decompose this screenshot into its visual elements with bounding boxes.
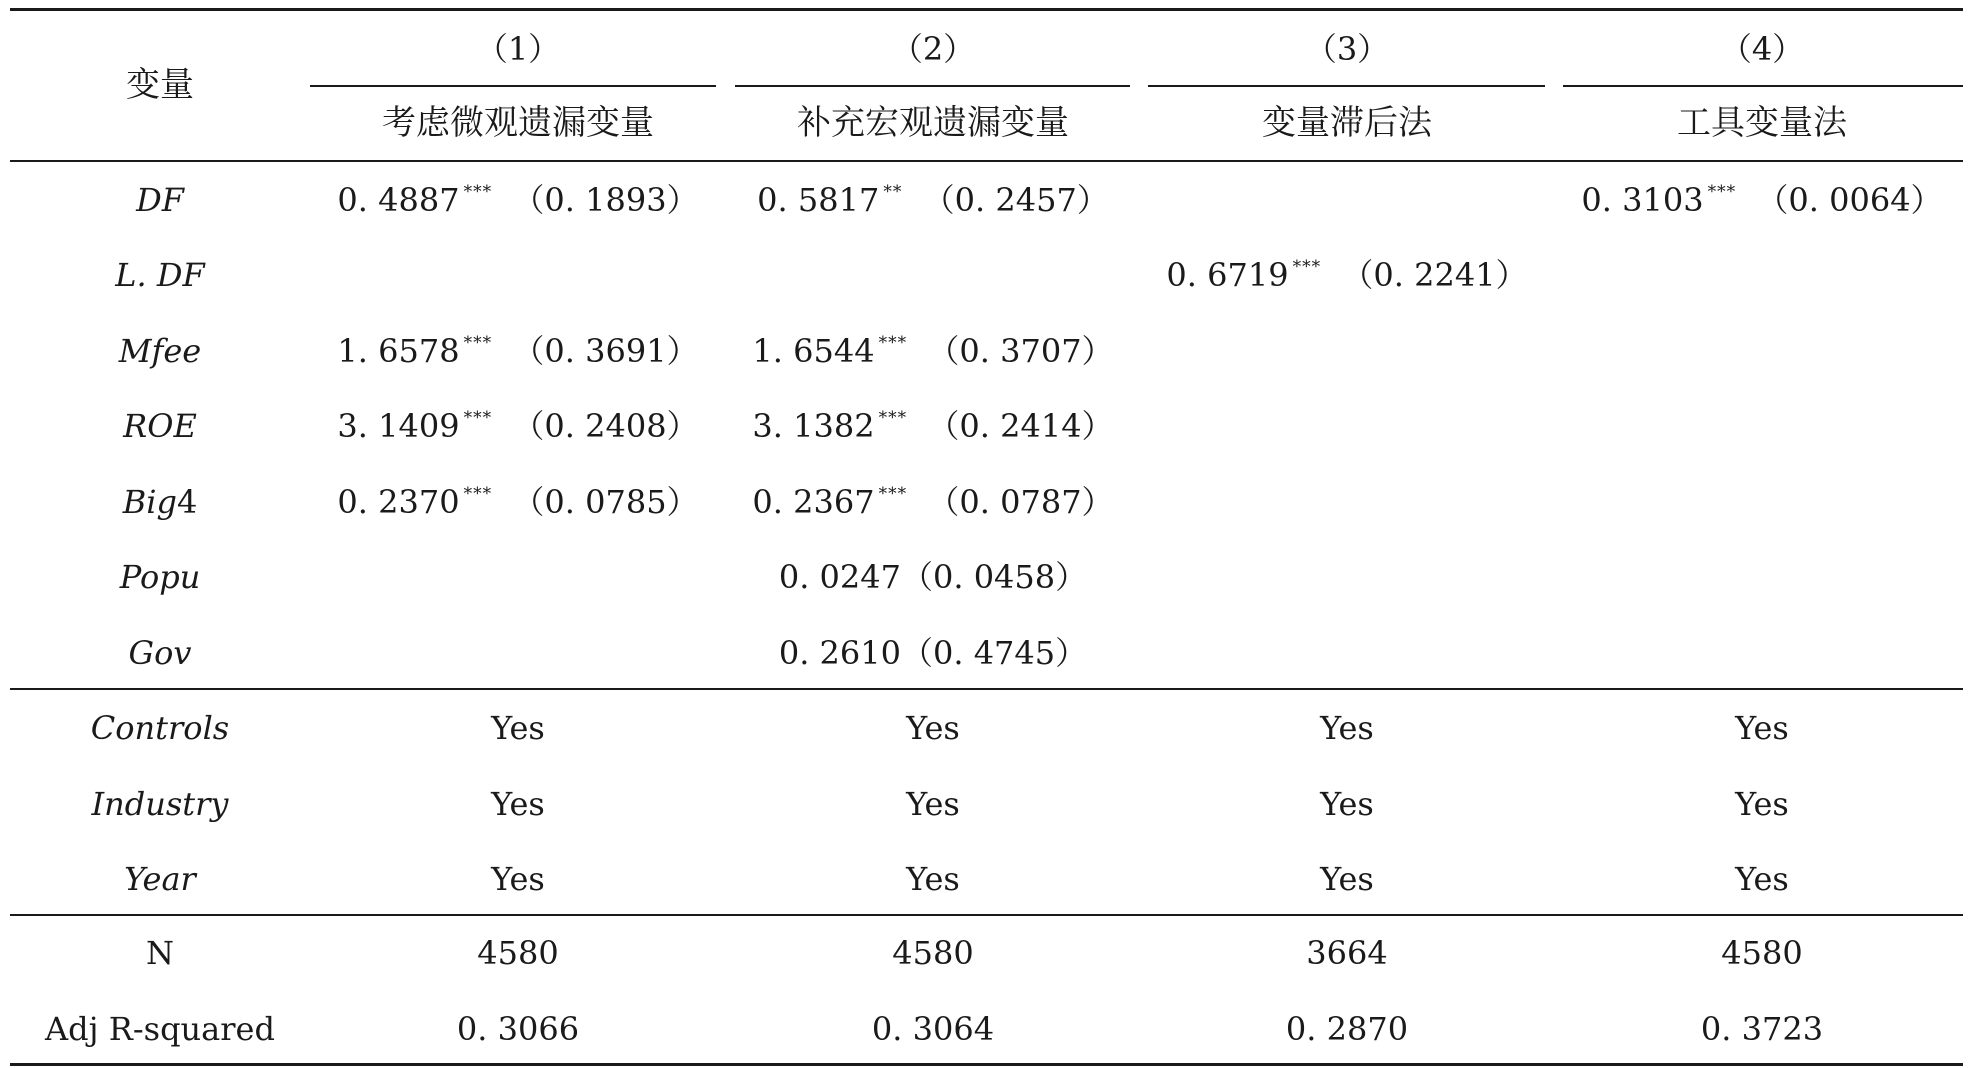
- row-label-popu: Popu: [119, 558, 201, 596]
- coef-value: 0. 3103: [1581, 181, 1704, 219]
- controls-cell-2: Yes: [906, 709, 960, 747]
- col-number-3: （3）: [1304, 30, 1390, 68]
- controls-cell-4: Yes: [1735, 709, 1789, 747]
- coef-value: 3. 1409: [337, 407, 460, 445]
- coef-cell-big4-1: [337, 482, 698, 528]
- coef-value: 0. 4887: [337, 181, 460, 219]
- std-error: （0. 4745）: [900, 634, 1088, 672]
- controls-cell-3: Yes: [1320, 709, 1374, 747]
- row-label-l-df: L. DF: [115, 256, 205, 294]
- col-title-2: 补充宏观遗漏变量: [797, 103, 1069, 143]
- row-label-controls: Controls: [90, 709, 230, 747]
- coef-cell-l-df-3: [1166, 255, 1527, 301]
- coef-value: 1. 6578: [337, 332, 460, 370]
- header-subrule-1: [310, 85, 716, 87]
- col-title-1: 考虑微观遗漏变量: [382, 103, 654, 143]
- std-error: （0. 0458）: [900, 558, 1088, 596]
- industry-cell-4: Yes: [1735, 785, 1789, 823]
- header-bottom-rule: [10, 160, 1963, 162]
- significance-stars: **: [883, 182, 903, 202]
- year-cell-1: Yes: [491, 860, 545, 898]
- std-error: （0. 2241）: [1341, 256, 1528, 294]
- controls-cell-1: Yes: [491, 709, 545, 747]
- significance-stars: ***: [878, 408, 908, 428]
- std-error: （0. 0785）: [512, 483, 699, 521]
- n-cell-3: 3664: [1306, 934, 1388, 972]
- controls-bottom-rule: [10, 914, 1963, 916]
- coefficients-bottom-rule: [10, 688, 1963, 690]
- std-error: （0. 1893）: [512, 181, 699, 219]
- industry-cell-3: Yes: [1320, 785, 1374, 823]
- n-cell-1: 4580: [477, 934, 559, 972]
- coef-value: 0. 0247: [778, 558, 901, 596]
- adj-r2-cell-3: 0. 2870: [1285, 1010, 1409, 1048]
- row-label-big4-italic: Big: [122, 483, 177, 521]
- row-label-gov: Gov: [128, 634, 192, 672]
- std-error: （0. 2457）: [922, 181, 1109, 219]
- col-number-1: （1）: [475, 30, 561, 68]
- coef-cell-mfee-1: [337, 331, 698, 377]
- coef-value: 0. 5817: [757, 181, 880, 219]
- coef-cell-gov-2: [779, 633, 1087, 673]
- table-top-rule: [10, 8, 1963, 11]
- row-label-roe: ROE: [123, 407, 197, 445]
- coef-value: 0. 2367: [752, 483, 875, 521]
- year-cell-4: Yes: [1735, 860, 1789, 898]
- coef-value: 0. 2370: [337, 483, 460, 521]
- adj-r2-cell-1: 0. 3066: [456, 1010, 580, 1048]
- year-cell-3: Yes: [1320, 860, 1374, 898]
- std-error: （0. 0064）: [1756, 181, 1943, 219]
- row-label-adj-r-squared: Adj R-squared: [45, 1010, 275, 1048]
- row-label-big4: [123, 482, 198, 522]
- significance-stars: ***: [1292, 257, 1322, 277]
- adj-r2-cell-2: 0. 3064: [871, 1010, 995, 1048]
- coef-value: 1. 6544: [752, 332, 875, 370]
- row-label-industry: Industry: [91, 785, 229, 823]
- adj-r2-cell-4: 0. 3723: [1700, 1010, 1824, 1048]
- header-subrule-3: [1148, 85, 1545, 87]
- col-title-3: 变量滞后法: [1262, 103, 1432, 143]
- significance-stars: ***: [463, 408, 493, 428]
- coef-cell-roe-1: [337, 406, 698, 452]
- year-cell-2: Yes: [906, 860, 960, 898]
- coef-cell-df-2: [757, 180, 1109, 226]
- std-error: （0. 0787）: [927, 483, 1114, 521]
- col-number-4: （4）: [1719, 30, 1805, 68]
- industry-cell-2: Yes: [906, 785, 960, 823]
- significance-stars: ***: [463, 333, 493, 353]
- std-error: （0. 2414）: [927, 407, 1114, 445]
- table-bottom-rule: [10, 1063, 1963, 1066]
- coef-cell-big4-2: [752, 482, 1113, 528]
- significance-stars: ***: [463, 484, 493, 504]
- row-label-year: Year: [124, 860, 196, 898]
- coef-value: 0. 2610: [778, 634, 901, 672]
- std-error: （0. 3707）: [927, 332, 1114, 370]
- row-label-df: DF: [136, 181, 184, 219]
- row-label-n: N: [146, 934, 174, 972]
- col-number-2: （2）: [890, 30, 976, 68]
- col-title-4: 工具变量法: [1677, 103, 1847, 143]
- coef-cell-df-1: [337, 180, 698, 226]
- variable-header: 变量: [126, 65, 194, 105]
- significance-stars: ***: [463, 182, 493, 202]
- coef-cell-roe-2: [752, 406, 1113, 452]
- significance-stars: ***: [1707, 182, 1737, 202]
- significance-stars: ***: [878, 333, 908, 353]
- header-subrule-4: [1563, 85, 1963, 87]
- industry-cell-1: Yes: [491, 785, 545, 823]
- std-error: （0. 3691）: [512, 332, 699, 370]
- coef-cell-popu-2: [779, 557, 1087, 597]
- header-subrule-2: [735, 85, 1130, 87]
- std-error: （0. 2408）: [512, 407, 699, 445]
- n-cell-4: 4580: [1721, 934, 1803, 972]
- significance-stars: ***: [878, 484, 908, 504]
- coef-cell-mfee-2: [752, 331, 1113, 377]
- row-label-mfee: Mfee: [118, 332, 202, 370]
- coef-cell-df-4: [1581, 180, 1942, 226]
- row-label-big4-digit: 4: [176, 483, 198, 521]
- coef-value: 0. 6719: [1166, 256, 1289, 294]
- n-cell-2: 4580: [892, 934, 974, 972]
- coef-value: 3. 1382: [752, 407, 875, 445]
